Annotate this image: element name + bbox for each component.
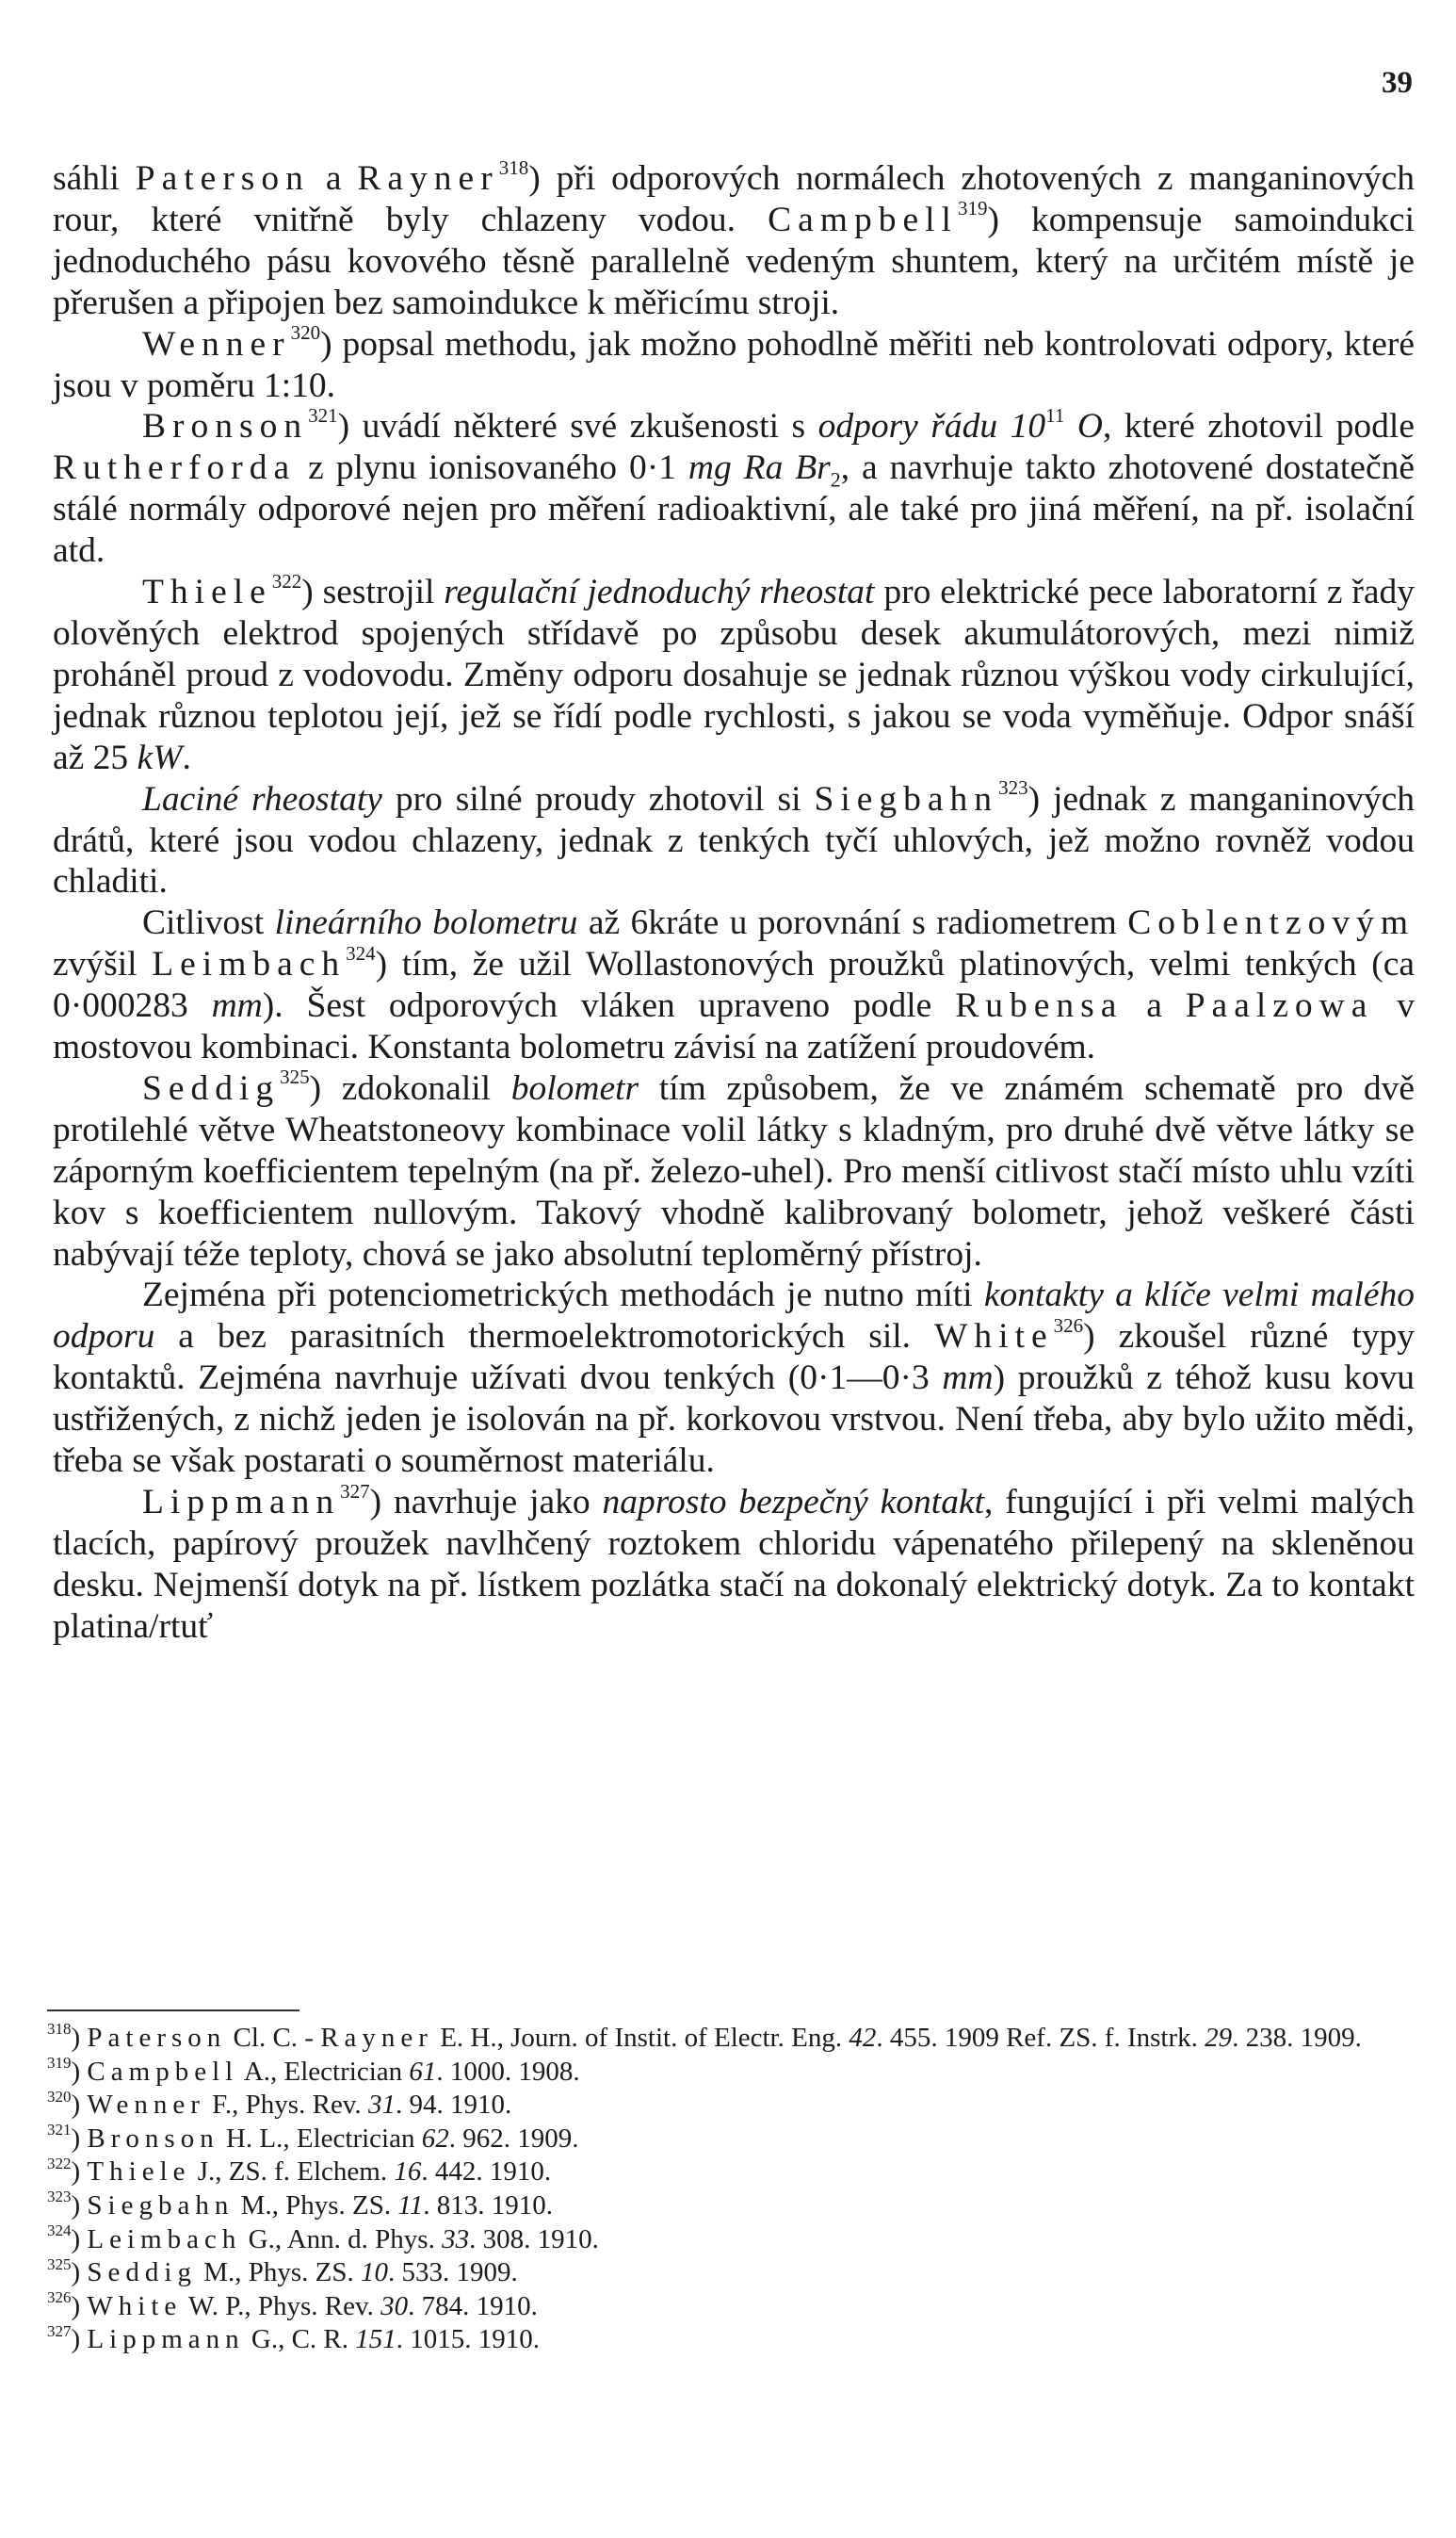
footnote-ref: 322 (47, 2154, 72, 2172)
footnote-fn327 (47, 2323, 1422, 2357)
footnote-separator (47, 2009, 299, 2011)
author-name: Coblentzovým (1127, 903, 1416, 943)
text-run: z plynu ionisovaného 0·1 (296, 448, 688, 488)
footnote-fn325 (47, 2256, 1422, 2290)
paragraph-p4 (53, 569, 1415, 779)
text-run: W. P., Phys. Rev. (182, 2290, 381, 2321)
author-name: Thiele (142, 573, 272, 612)
footnote-ref: 318 (498, 155, 529, 179)
text-run: . 455. 1909 Ref. ZS. f. Instrk. (876, 2023, 1205, 2053)
author-name: Lippmann (142, 1483, 341, 1521)
footnote-ref: 327 (47, 2321, 72, 2340)
text-run: zvýšil (53, 945, 153, 984)
italic-text: lineárního bolometru (274, 903, 578, 943)
paragraph-p3 (53, 403, 1415, 572)
text-run: Zejména při potenciometrických methodách je nutno míti (142, 1276, 984, 1315)
italic-text: regulační jednoduchý rheostat (444, 573, 875, 612)
text-run: ) (71, 2223, 88, 2254)
italic-text: mm (942, 1358, 994, 1398)
author-name: Bronson (142, 407, 309, 447)
text-run: A., Electrician (238, 2056, 410, 2087)
footnote-ref: 323 (47, 2188, 72, 2206)
text-run: ) jednak z manganinových drátů, které jsou vodou chlazeny, jednak z tenkých tyčí uhlových, jež možno rovněž vodou chladiti. (53, 779, 1415, 902)
footnote-ref: 11 (1045, 403, 1065, 427)
author-name: Leimbach (87, 2223, 242, 2254)
text-run: ) uvádí některé své zkušenosti s (337, 407, 818, 447)
italic-text: bolometr (510, 1068, 639, 1108)
author-name: Thiele (87, 2156, 191, 2188)
footnote-ref: 325 (280, 1066, 310, 1089)
paragraph-p1 (53, 155, 1415, 324)
text-run: ) popsal methodu, jak možno pohodlně měřiti neb kontrolovati odpory, které jsou v poměru 1:10. (53, 324, 1415, 405)
italic-text: 29 (1205, 2023, 1233, 2053)
text-run: M., Phys. ZS. (196, 2257, 362, 2288)
text-run: v mostovou kombinaci. Konstanta bolometru závisí na zatížení proudovém. (53, 986, 1415, 1067)
footnote-ref: 319 (957, 197, 988, 220)
text-run: pro elektrické pece laboratorní z řady olověných elektrod spojených střídavě po způsobu desek akumulátorových, mezi nimiž proháněl proud z vodovodu. Změny odporu dosahuje se jednak různou výškou vody cirkulující, jednak různou teplotou její, jež se řídí podle rychlosti, s jakou se voda vyměňuje. Odpor snáší až 25 (53, 573, 1415, 777)
author-name: Rutherforda (53, 448, 297, 488)
paragraph-p6 (53, 903, 1415, 1068)
text-run: E. H., Journ. of Instit. of Electr. Eng. (432, 2023, 849, 2053)
body-text (53, 155, 1416, 1648)
italic-text: 31 (367, 2090, 396, 2121)
footnote-ref: 325 (47, 2254, 72, 2273)
footnote-ref: 324 (346, 941, 376, 965)
footnote-ref: 318 (47, 2020, 72, 2039)
text-run: až 6kráte u porovnání s radiometrem (577, 903, 1128, 943)
footnote-ref: 324 (47, 2221, 72, 2239)
footnote-fn318 (47, 2022, 1422, 2056)
italic-text: naprosto bezpečný kontakt (602, 1483, 985, 1521)
text-run: ) při odporových normálech zhotovených z manganinových rour, které vnitřně byly chlazeny vodou. (53, 159, 1415, 239)
text-run: . 238. 1909. (1232, 2023, 1362, 2053)
text-run: . 442. 1910. (421, 2156, 552, 2188)
text-run: ) navrhuje jako (369, 1483, 603, 1521)
paragraph-p8 (53, 1275, 1415, 1482)
footnote-ref: 322 (271, 569, 302, 593)
italic-text: 11 (397, 2189, 424, 2221)
footnote-fn321 (47, 2123, 1422, 2156)
text-run: F., Phys. Rev. (204, 2090, 368, 2121)
italic-text: 10 (361, 2257, 389, 2288)
footnotes (47, 2022, 1422, 2357)
author-name: Paterson (135, 159, 310, 198)
author-name: Siegbahn (814, 779, 999, 819)
footnote-ref: 326 (1053, 1313, 1084, 1337)
footnote-fn324 (47, 2223, 1422, 2257)
text-run: . 962. 1909. (448, 2123, 579, 2154)
text-run: a (1123, 986, 1186, 1026)
paragraph-p5 (53, 776, 1415, 903)
text-run: ) zdokonalil (309, 1068, 511, 1108)
text-run: ) zkoušel různé typy kontaktů. Zejména navrhuje užívati dvou tenkých (0·1—0·3 (53, 1317, 1416, 1398)
text-run: ) (71, 2324, 88, 2355)
text-run: ). Šest odporových vláken upraveno podle (262, 986, 956, 1026)
text-run: G., C. R. (244, 2324, 356, 2355)
text-run: G., Ann. d. Phys. (241, 2223, 443, 2254)
text-run: , které zhotovil podle (1102, 407, 1415, 447)
italic-text: mg Ra Br (688, 448, 831, 488)
italic-text: 30 (380, 2290, 409, 2321)
text-run: . 308. 1910. (469, 2223, 599, 2254)
author-name: Leimbach (152, 945, 347, 984)
footnote-fn326 (47, 2290, 1422, 2324)
author-name: Bronson (87, 2123, 219, 2154)
text-run: . 784. 1910. (408, 2290, 538, 2321)
text-run: tím způsobem, že ve známém schematě pro dvě protilehlé větve Wheatstoneovy kombinace volil látky s kladným, pro druhé dvě větve látky se záporným koefficientem tepelným (na př. železo-uhel). Pro menší citlivost stačí místo uhlu vzíti kov s koefficientem nullovým. Takový vhodně kalibrovaný bolometr, jehož veškeré části nabývají téže teploty, chová se jako absolutní teploměrný přístroj. (53, 1068, 1415, 1274)
italic-text: O (1064, 407, 1103, 447)
author-name: Wenner (142, 324, 291, 364)
author-name: White (87, 2290, 183, 2321)
text-run: ) (71, 2056, 88, 2087)
text-run: ) (71, 2023, 88, 2053)
italic-text: odpory řádu 10 (817, 407, 1046, 447)
text-run: ) proužků z téhož kusu kovu ustřižených, z nichž jeden je isolován na př. korkovou vrstvou. Není třeba, aby bylo užito mědi, třeba se však postarati o souměrnost materiálu. (53, 1358, 1415, 1481)
author-name: Campbell (768, 200, 958, 239)
text-run: . 533. 1909. (388, 2257, 518, 2288)
text-run: Citlivost (142, 903, 275, 943)
text-run: ) (71, 2090, 88, 2121)
footnote-ref: 320 (47, 2087, 72, 2106)
page-number: 39 (1382, 66, 1413, 100)
text-run: a bez parasitních thermoelektromotorických sil. (154, 1317, 934, 1357)
footnote-ref: 320 (290, 321, 321, 345)
text-run: J., ZS. f. Elchem. (190, 2156, 395, 2188)
author-name: White (934, 1317, 1054, 1357)
text-run: ) (71, 2257, 88, 2288)
italic-text: kW (137, 738, 183, 777)
text-run: . (182, 738, 191, 777)
footnote-ref: 326 (47, 2288, 72, 2307)
italic-text: 62 (421, 2123, 449, 2154)
footnote-ref: 319 (47, 2053, 72, 2072)
paragraph-p9 (53, 1479, 1416, 1648)
footnote-fn320 (47, 2089, 1422, 2123)
text-run: . 813. 1910. (423, 2189, 554, 2221)
footnote-fn322 (47, 2156, 1422, 2189)
italic-text: 151 (355, 2324, 396, 2355)
author-name: Lippmann (87, 2324, 245, 2355)
text-run: ) (71, 2189, 88, 2221)
italic-text: 33 (442, 2223, 470, 2254)
italic-text: mm (211, 986, 263, 1026)
text-run: , a navrhuje takto zhotovené dostatečně stálé normály odporové nejen pro měření radioaktivní, ale také pro jiná měření, na př. isolační atd. (53, 448, 1415, 571)
text-run: ) kompensuje samoindukci jednoduchého pásu kovového těsně parallelně vedeným shuntem, který na určitém místě je přerušen a připojen bez samoindukce k měřicímu stroji. (53, 200, 1415, 322)
text-run: ) sestrojil (301, 573, 445, 612)
text-run: ) tím, že užil Wollastonových proužků platinových, velmi tenkých (ca 0·000283 (53, 945, 1416, 1026)
footnote-ref: 323 (998, 776, 1028, 800)
author-name: Campbell (87, 2056, 239, 2087)
author-name: Siegbahn (87, 2189, 235, 2221)
subscript: 2 (830, 467, 841, 492)
italic-text: kontakty a klíče velmi malého odporu (53, 1276, 1415, 1357)
text-run: . 94. 1910. (395, 2090, 512, 2121)
text-run: a (309, 159, 358, 198)
author-name: Wenner (87, 2090, 205, 2121)
author-name: Rayner (320, 2023, 433, 2053)
italic-text: 42 (849, 2023, 877, 2053)
text-run: ) (71, 2290, 88, 2321)
text-run: Cl. C. - (226, 2023, 321, 2053)
footnote-ref: 321 (308, 403, 338, 427)
text-run: , fungující i při velmi malých tlacích, papírový proužek navlhčený roztokem chloridu vápenatého přilepený na skleněnou desku. Nejmenší dotyk na př. lístkem pozlátka stačí na dokonalý elektrický dotyk. Za to kontakt platina/rtuť (53, 1483, 1416, 1646)
paragraph-p2 (53, 321, 1415, 407)
paragraph-p7 (53, 1068, 1415, 1276)
italic-text: 61 (409, 2056, 437, 2087)
author-name: Seddig (87, 2257, 197, 2288)
text-run: . 1000. 1908. (436, 2056, 580, 2087)
text-run: M., Phys. ZS. (234, 2189, 398, 2221)
author-name: Paalzowa (1185, 986, 1374, 1026)
text-run: pro silné proudy zhotovil si (381, 779, 815, 819)
text-run: . 1015. 1910. (396, 2324, 541, 2355)
footnote-fn319 (47, 2053, 1422, 2090)
footnote-ref: 327 (340, 1479, 370, 1503)
author-name: Seddig (142, 1068, 281, 1108)
author-name: Paterson (87, 2023, 227, 2053)
text-run: ) (71, 2156, 88, 2188)
text-run: H. L., Electrician (218, 2123, 422, 2154)
text-run: sáhli (53, 159, 136, 198)
italic-text: Laciné rheostaty (142, 779, 382, 819)
footnote-ref: 321 (47, 2121, 72, 2139)
italic-text: 16 (394, 2156, 422, 2188)
author-name: Rubensa (955, 986, 1124, 1026)
author-name: Rayner (357, 159, 499, 198)
text-run: ) (71, 2123, 88, 2154)
footnote-fn323 (47, 2189, 1422, 2223)
